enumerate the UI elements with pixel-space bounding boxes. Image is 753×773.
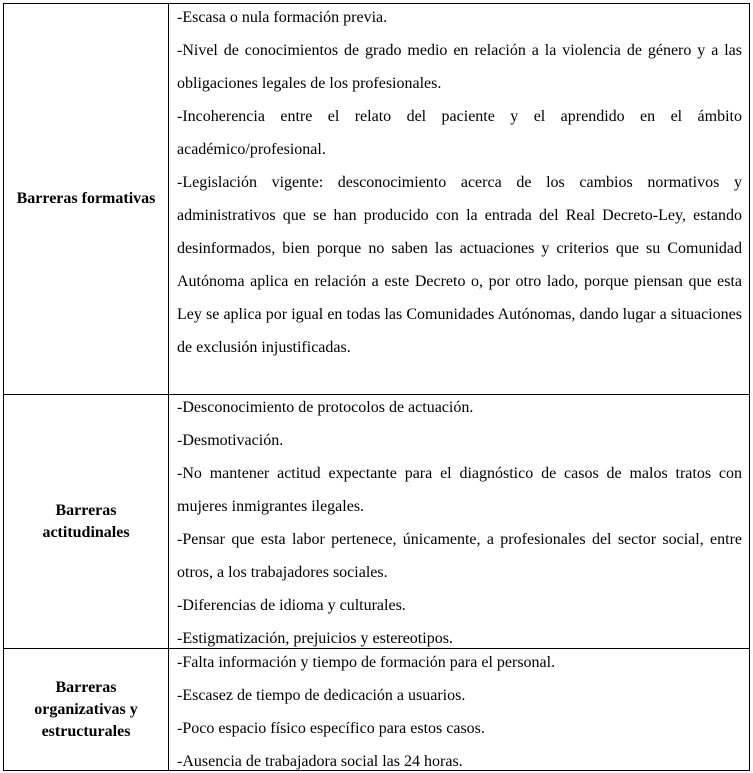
table-row-actitudinales [4, 394, 749, 648]
list-item: -Ausencia de trabajadora social las 24 horas. [177, 753, 463, 770]
row-items [170, 646, 749, 770]
list-item: -Diferencias de idioma y culturales. [177, 597, 406, 614]
table-row-formativas [4, 4, 749, 394]
row-items [170, 1, 749, 394]
barriers-table [3, 3, 750, 771]
list-item: -Escasa o nula formación previa. [177, 9, 388, 26]
list-item: -Estigmatización, prejuicios y estereotipos. [177, 630, 453, 647]
row-items [170, 391, 749, 648]
list-item: -Pensar que esta labor pertenece, únicamente, a profesionales del sector social, entre otros, a los trabajadores sociales. [177, 531, 742, 581]
list-item: -Escasez de tiempo de dedicación a usuarios. [177, 687, 466, 704]
list-item: -No mantener actitud expectante para el diagnóstico de casos de malos tratos con mujeres inmigrantes ilegales. [177, 465, 742, 515]
list-item: -Desconocimiento de protocolos de actuación. [177, 399, 474, 416]
row-label: Barreras formativas [4, 4, 169, 394]
list-item: -Nivel de conocimientos de grado medio en relación a la violencia de género y a las obligaciones legales de los profesionales. [177, 42, 742, 92]
list-item: -Legislación vigente: desconocimiento acerca de los cambios normativos y administrativos que se han producido con la entrada del Real Decreto-Ley, estando desinformados, bien porque no saben las actuaciones y criterios que su Comunidad Autónoma aplica en relación a este Decreto o, por otro lado, porque piensan que esta Ley se aplica por igual en todas las Comunidades Autónomas, dando lugar a situaciones de exclusión injustificadas. [177, 174, 742, 356]
list-item: -Incoherencia entre el relato del paciente y el aprendido en el ámbito académico/profesional. [177, 108, 742, 158]
list-item: -Desmotivación. [177, 432, 284, 449]
row-label: Barreras actitudinales [4, 395, 169, 648]
list-item: -Falta información y tiempo de formación para el personal. [177, 654, 556, 671]
table-row-organizativas [4, 648, 749, 770]
list-item: -Poco espacio físico específico para estos casos. [177, 720, 485, 737]
row-label: Barreras organizativas y estructurales [4, 649, 169, 770]
